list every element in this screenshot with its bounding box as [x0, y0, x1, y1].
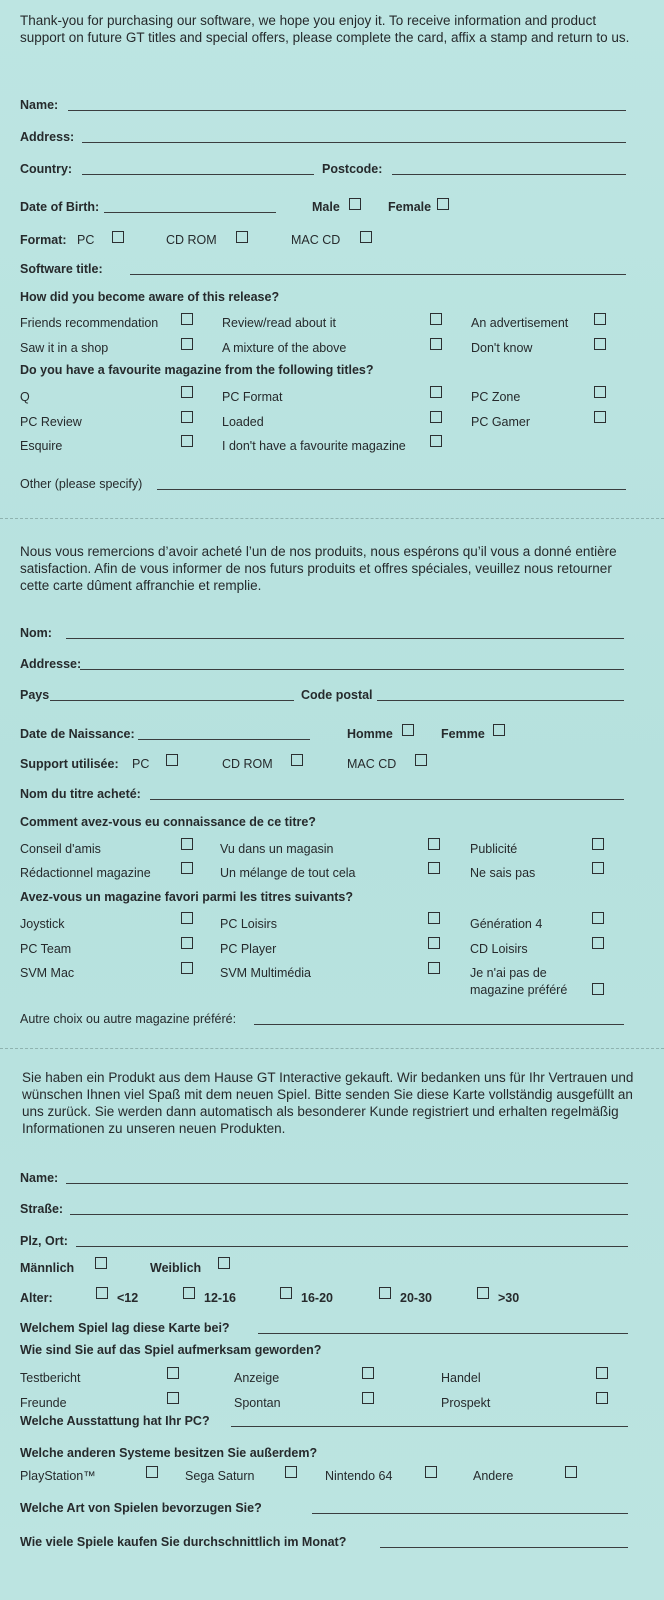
de-aware-option: Testbericht	[20, 1371, 81, 1385]
nom-label: Nom:	[20, 626, 52, 640]
weiblich-label: Weiblich	[150, 1261, 202, 1275]
english-intro: Thank-you for purchasing our software, we hope you enjoy it. To receive information and product support on future GT titles and special offers, please complete the card, affix a stamp and return to us.	[20, 13, 630, 45]
fr-aware-option: Vu dans un magasin	[220, 842, 334, 856]
age-checkbox[interactable]	[280, 1287, 292, 1299]
system-checkbox[interactable]	[425, 1466, 437, 1478]
spiel-question: Welchem Spiel lag diese Karte bei?	[20, 1321, 230, 1335]
de-aware-option: Anzeige	[234, 1371, 280, 1385]
de-name-field[interactable]	[66, 1183, 628, 1184]
country-label: Country:	[20, 162, 73, 176]
aware-option: Don't know	[471, 341, 533, 355]
homme-checkbox[interactable]	[402, 724, 414, 736]
magazine-checkbox[interactable]	[430, 411, 442, 423]
other-label: Other (please specify)	[20, 477, 143, 491]
maennlich-label: Männlich	[20, 1261, 75, 1275]
french-intro: Nous vous remercions d’avoir acheté l’un de nos produits, nous espérons qu’il vous a donné entière satisfaction. Afin de vous informer de nos futurs produits et offres spéciales, veuillez nous retourner cette carte dûment affranchie et remplie.	[20, 544, 617, 593]
de-aware-checkbox[interactable]	[167, 1367, 179, 1379]
fr-magazine-question: Avez-vous un magazine favori parmi les titres suivants?	[20, 890, 353, 904]
maennlich-checkbox[interactable]	[95, 1257, 107, 1269]
fr-aware-checkbox[interactable]	[181, 838, 193, 850]
age-option: <12	[117, 1291, 139, 1305]
support-maccd-checkbox[interactable]	[415, 754, 427, 766]
age-checkbox[interactable]	[183, 1287, 195, 1299]
code-postal-field[interactable]	[377, 700, 624, 701]
support-label: Support utilisée:	[20, 757, 119, 771]
systeme-question: Welche anderen Systeme besitzen Sie außerdem?	[20, 1446, 318, 1460]
fr-magazine-option: PC Player	[220, 942, 277, 956]
strasse-label: Straße:	[20, 1202, 64, 1216]
age-option: >30	[498, 1291, 520, 1305]
female-label: Female	[388, 200, 432, 214]
code-postal-label: Code postal	[301, 688, 373, 702]
fr-aware-option: Publicité	[470, 842, 518, 856]
art-question: Welche Art von Spielen bevorzugen Sie?	[20, 1501, 262, 1515]
magazine-option: Loaded	[222, 415, 264, 429]
fr-other-label: Autre choix ou autre magazine préféré:	[20, 1012, 237, 1026]
system-checkbox[interactable]	[285, 1466, 297, 1478]
strasse-field[interactable]	[70, 1214, 628, 1215]
postcode-label: Postcode:	[322, 162, 383, 176]
de-aware-checkbox[interactable]	[167, 1392, 179, 1404]
fr-magazine-option: Joystick	[20, 917, 65, 931]
software-title-field[interactable]	[130, 274, 626, 275]
female-checkbox[interactable]	[437, 198, 449, 210]
system-option: Nintendo 64	[325, 1469, 393, 1483]
fr-magazine-checkbox[interactable]	[181, 937, 193, 949]
system-option: Sega Saturn	[185, 1469, 255, 1483]
aware-checkbox[interactable]	[430, 313, 442, 325]
de-aware-question: Wie sind Sie auf das Spiel aufmerksam geworden?	[20, 1343, 322, 1357]
magazine-option: Q	[20, 390, 30, 404]
de-aware-checkbox[interactable]	[362, 1392, 374, 1404]
aware-question: How did you become aware of this release?	[20, 290, 280, 304]
magazine-checkbox[interactable]	[594, 386, 606, 398]
support-pc-checkbox[interactable]	[166, 754, 178, 766]
country-field[interactable]	[82, 174, 314, 175]
fr-aware-checkbox[interactable]	[428, 862, 440, 874]
aware-checkbox[interactable]	[594, 313, 606, 325]
nom-field[interactable]	[66, 638, 624, 639]
fr-aware-option: Ne sais pas	[470, 866, 536, 880]
femme-checkbox[interactable]	[493, 724, 505, 736]
fr-aware-option: Conseil d'amis	[20, 842, 101, 856]
de-aware-option: Prospekt	[441, 1396, 491, 1410]
format-maccd-checkbox[interactable]	[360, 231, 372, 243]
pc-field[interactable]	[231, 1426, 628, 1427]
fr-aware-checkbox[interactable]	[592, 862, 604, 874]
titre-label: Nom du titre acheté:	[20, 787, 141, 801]
femme-label: Femme	[441, 727, 485, 741]
format-pc-checkbox[interactable]	[112, 231, 124, 243]
name-field[interactable]	[68, 110, 626, 111]
support-cdrom-label: CD ROM	[222, 757, 273, 771]
age-checkbox[interactable]	[477, 1287, 489, 1299]
anzahl-question: Wie viele Spiele kaufen Sie durchschnittlich im Monat?	[20, 1535, 347, 1549]
age-checkbox[interactable]	[96, 1287, 108, 1299]
pays-label: Pays	[20, 688, 50, 702]
fold-line	[0, 1048, 664, 1049]
aware-checkbox[interactable]	[181, 338, 193, 350]
name-label: Name:	[20, 98, 59, 112]
format-cdrom-checkbox[interactable]	[236, 231, 248, 243]
naissance-field[interactable]	[138, 739, 310, 740]
male-checkbox[interactable]	[349, 198, 361, 210]
fr-magazine-option: Je n'ai pas de	[470, 966, 547, 980]
fr-aware-checkbox[interactable]	[592, 838, 604, 850]
de-aware-option: Freunde	[20, 1396, 67, 1410]
fr-magazine-checkbox[interactable]	[592, 983, 604, 995]
fr-aware-question: Comment avez-vous eu connaissance de ce titre?	[20, 815, 316, 829]
fr-magazine-checkbox[interactable]	[592, 912, 604, 924]
age-option: 16-20	[301, 1291, 333, 1305]
de-aware-option: Spontan	[234, 1396, 281, 1410]
dob-label: Date of Birth:	[20, 200, 100, 214]
aware-option: Review/read about it	[222, 316, 336, 330]
fr-magazine-option: SVM Multimédia	[220, 966, 311, 980]
de-aware-checkbox[interactable]	[596, 1367, 608, 1379]
fr-aware-checkbox[interactable]	[181, 862, 193, 874]
magazine-checkbox[interactable]	[181, 435, 193, 447]
fr-magazine-checkbox[interactable]	[592, 937, 604, 949]
software-title-label: Software title:	[20, 262, 103, 276]
fr-magazine-option: SVM Mac	[20, 966, 75, 980]
aware-option: An advertisement	[471, 316, 569, 330]
aware-option: Saw it in a shop	[20, 341, 109, 355]
magazine-checkbox[interactable]	[181, 411, 193, 423]
fr-magazine-checkbox[interactable]	[428, 937, 440, 949]
fr-magazine-option: PC Team	[20, 942, 72, 956]
german-intro: Sie haben ein Produkt aus dem Hause GT Interactive gekauft. Wir bedanken uns für Ihr Vertrauen und wünschen Ihnen viel Spaß mit dem neuen Spiel. Bitte senden Sie diese Karte vollständig ausgefüllt an uns zurück. Sie werden dann automatisch als besonderer Kunde registriert und erhalten regelmäßig Informationen zu unseren neuen Produkten.	[22, 1070, 634, 1136]
format-cdrom-label: CD ROM	[166, 233, 217, 247]
magazine-option: PC Zone	[471, 390, 521, 404]
aware-checkbox[interactable]	[594, 338, 606, 350]
address-field[interactable]	[82, 142, 626, 143]
fold-line	[0, 518, 664, 519]
fr-magazine-checkbox[interactable]	[181, 912, 193, 924]
magazine-option: Esquire	[20, 439, 63, 453]
magazine-checkbox[interactable]	[594, 411, 606, 423]
pays-field[interactable]	[50, 700, 294, 701]
homme-label: Homme	[347, 727, 393, 741]
format-label: Format:	[20, 233, 67, 247]
magazine-checkbox[interactable]	[181, 386, 193, 398]
system-option: Andere	[473, 1469, 514, 1483]
other-field[interactable]	[157, 489, 626, 490]
weiblich-checkbox[interactable]	[218, 1257, 230, 1269]
plz-label: Plz, Ort:	[20, 1234, 68, 1248]
aware-checkbox[interactable]	[430, 338, 442, 350]
addresse-label: Addresse:	[20, 657, 82, 671]
dob-field[interactable]	[104, 212, 276, 213]
magazine-checkbox[interactable]	[430, 386, 442, 398]
plz-field[interactable]	[76, 1246, 628, 1247]
fr-magazine-option: magazine préféré	[470, 983, 568, 997]
fr-magazine-option: PC Loisirs	[220, 917, 277, 931]
support-maccd-label: MAC CD	[347, 757, 397, 771]
de-aware-checkbox[interactable]	[596, 1392, 608, 1404]
age-option: 20-30	[400, 1291, 432, 1305]
magazine-option: I don't have a favourite magazine	[222, 439, 406, 453]
address-label: Address:	[20, 130, 75, 144]
male-label: Male	[312, 200, 340, 214]
fr-magazine-checkbox[interactable]	[181, 962, 193, 974]
postcode-field[interactable]	[392, 174, 626, 175]
fr-magazine-checkbox[interactable]	[428, 962, 440, 974]
age-option: 12-16	[204, 1291, 236, 1305]
system-checkbox[interactable]	[146, 1466, 158, 1478]
format-pc-label: PC	[77, 233, 95, 247]
fr-aware-option: Un mélange de tout cela	[220, 866, 356, 880]
age-checkbox[interactable]	[379, 1287, 391, 1299]
support-cdrom-checkbox[interactable]	[291, 754, 303, 766]
aware-checkbox[interactable]	[181, 313, 193, 325]
fr-other-field[interactable]	[254, 1024, 624, 1025]
titre-field[interactable]	[150, 799, 624, 800]
system-option: PlayStation™	[20, 1469, 96, 1483]
aware-option: A mixture of the above	[222, 341, 347, 355]
naissance-label: Date de Naissance:	[20, 727, 135, 741]
pc-question: Welche Ausstattung hat Ihr PC?	[20, 1414, 210, 1428]
magazine-option: PC Gamer	[471, 415, 531, 429]
fr-magazine-option: Génération 4	[470, 917, 543, 931]
magazine-checkbox[interactable]	[430, 435, 442, 447]
magazine-option: PC Format	[222, 390, 283, 404]
fr-magazine-option: CD Loisirs	[470, 942, 528, 956]
addresse-field[interactable]	[80, 669, 624, 670]
magazine-question: Do you have a favourite magazine from the following titles?	[20, 363, 374, 377]
aware-option: Friends recommendation	[20, 316, 159, 330]
art-field[interactable]	[312, 1513, 628, 1514]
system-checkbox[interactable]	[565, 1466, 577, 1478]
format-maccd-label: MAC CD	[291, 233, 341, 247]
support-pc-label: PC	[132, 757, 150, 771]
de-aware-option: Handel	[441, 1371, 481, 1385]
fr-magazine-checkbox[interactable]	[428, 912, 440, 924]
magazine-option: PC Review	[20, 415, 82, 429]
fr-aware-checkbox[interactable]	[428, 838, 440, 850]
alter-label: Alter:	[20, 1291, 53, 1305]
spiel-field[interactable]	[258, 1333, 628, 1334]
fr-aware-option: Rédactionnel magazine	[20, 866, 151, 880]
anzahl-field[interactable]	[380, 1547, 628, 1548]
de-name-label: Name:	[20, 1171, 59, 1185]
de-aware-checkbox[interactable]	[362, 1367, 374, 1379]
